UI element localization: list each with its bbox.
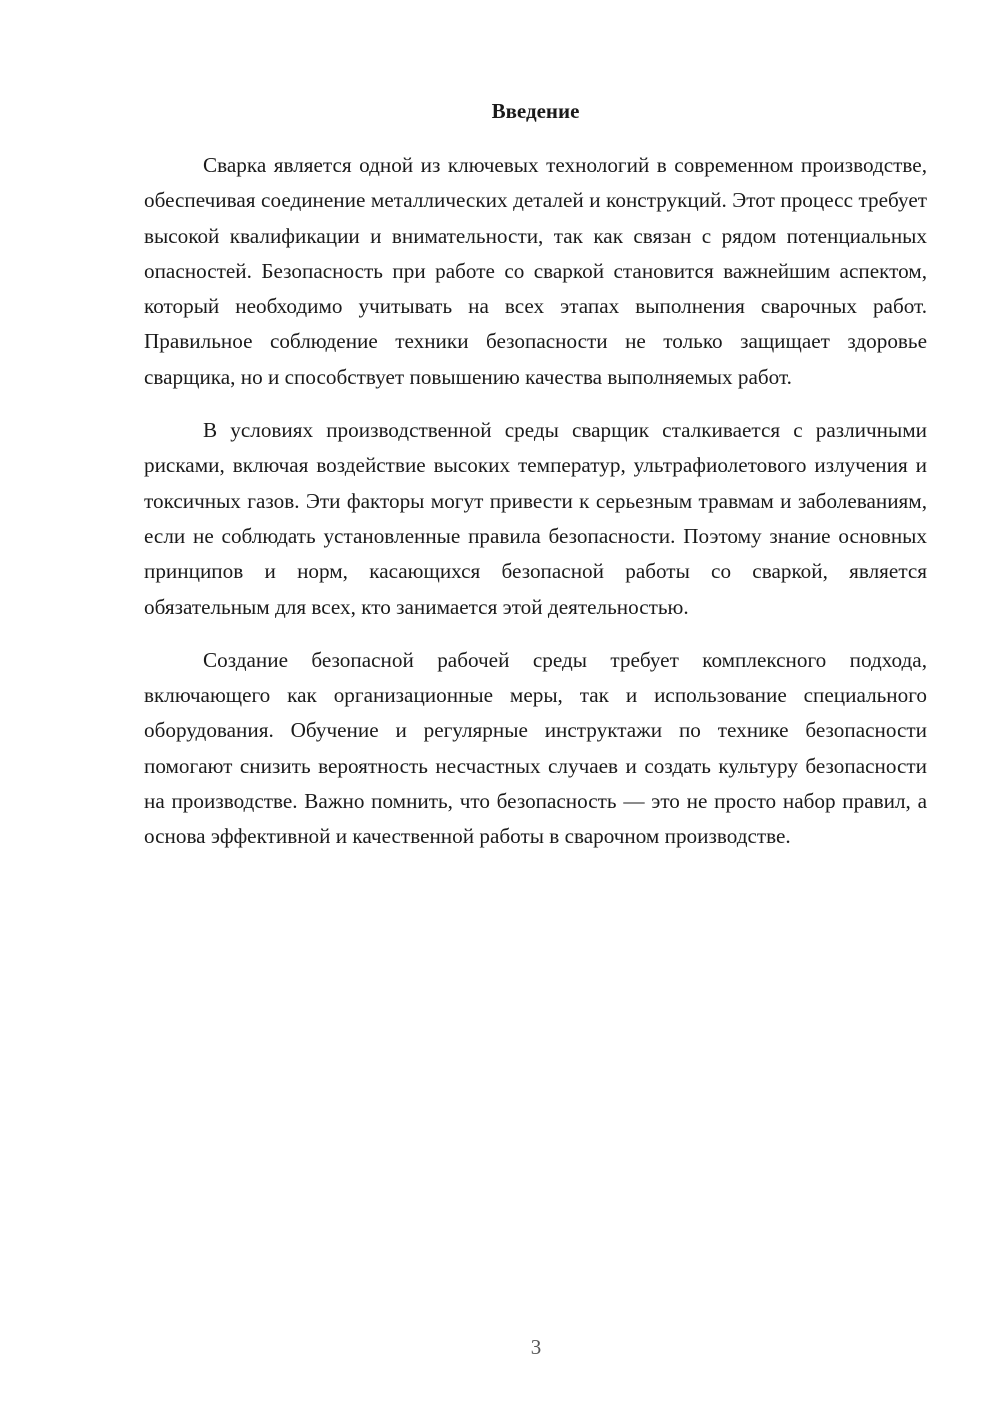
section-title: Введение <box>491 99 580 123</box>
paragraph-3: Создание безопасной рабочей среды требует комплексного подхода, включающего как организационные меры, так и использование специального оборудования. Обучение и регулярные инструктажи по технике безопасности помогают снизить вероятность несчастных случаев и создать культуру безопасности на производстве. Важно помнить, что безопасность — это не просто набор правил, а основа эффективной и качественной работы в сварочном производстве. <box>144 647 927 849</box>
page-number: 3 <box>530 1335 542 1359</box>
page-content <box>144 92 927 873</box>
paragraph-2: В условиях производственной среды сварщик сталкивается с различными рисками, включая воздействие высоких температур, ультрафиолетового излучения и токсичных газов. Эти факторы могут привести к серьезным травмам и заболеваниям, если не соблюдать установленные правила безопасности. Поэтому знание основных принципов и норм, касающихся безопасной работы со сваркой, является обязательным для всех, кто занимается этой деятельностью. <box>144 418 927 619</box>
paragraph-1: Сварка является одной из ключевых технологий в современном производстве, обеспечивая соединение металлических деталей и конструкций. Этот процесс требует высокой квалификации и внимательности, так как связан с рядом потенциальных опасностей. Безопасность при работе со сваркой становится важнейшим аспектом, который необходимо учитывать на всех этапах выполнения сварочных работ. Правильное соблюдение техники безопасности не только защищает здоровье сварщика, но и способствует повышению качества выполняемых работ. <box>144 153 927 389</box>
